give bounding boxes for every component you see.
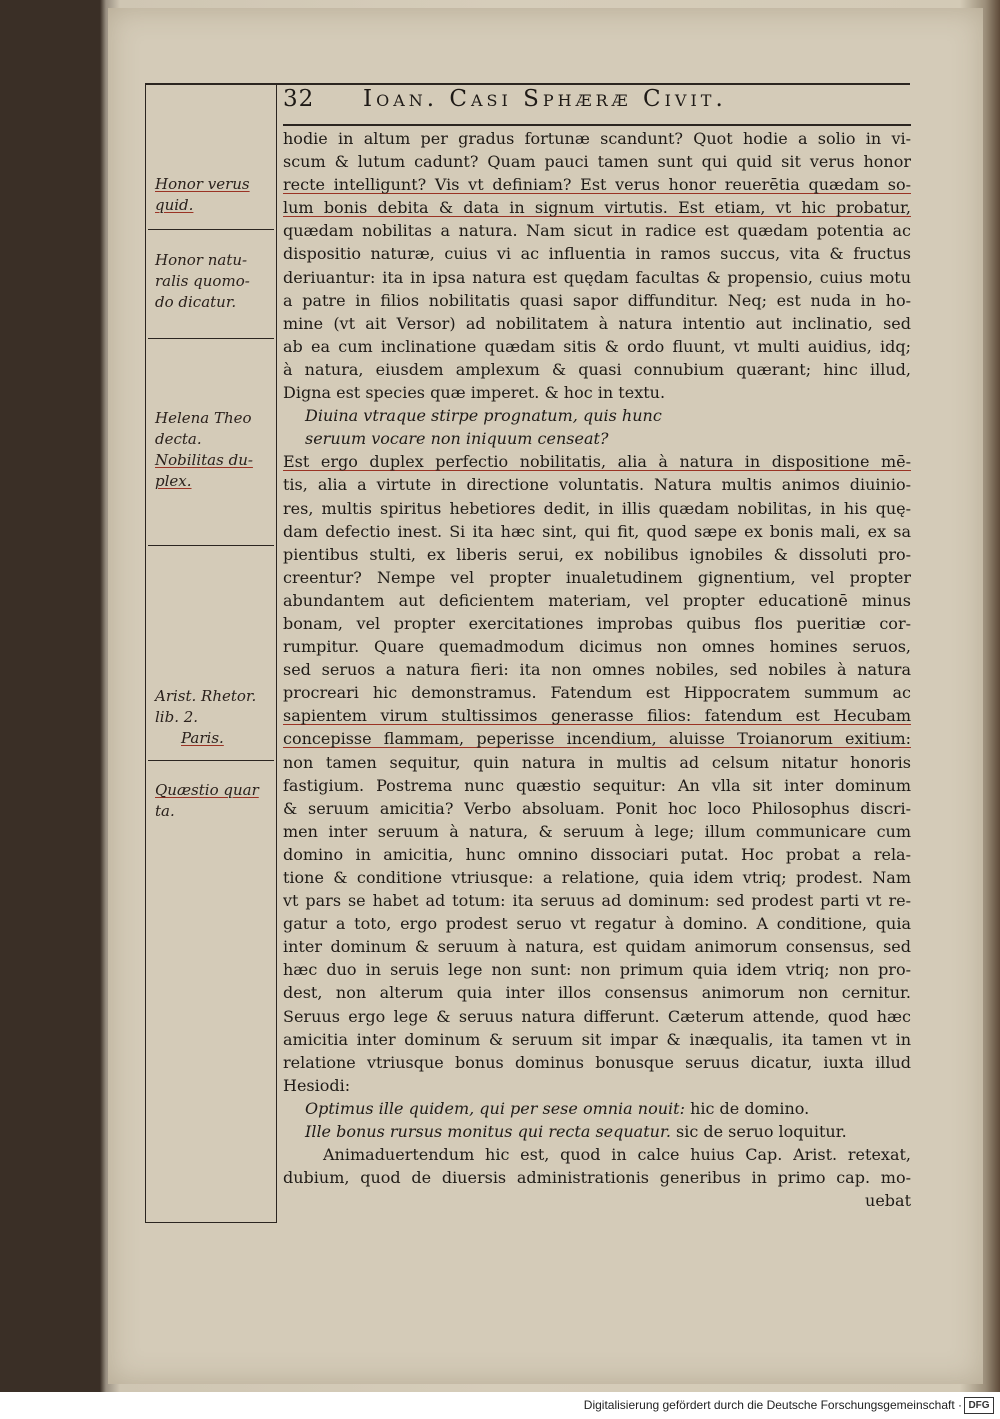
text-line: lum bonis debita & data in signum virtutis. Est etiam, vt hic probatur, bbox=[283, 198, 911, 218]
margin-note bbox=[155, 780, 273, 822]
margin-note-line: ralis quomo- bbox=[155, 272, 250, 290]
margin-rule-left bbox=[145, 83, 146, 1223]
margin-note bbox=[155, 174, 273, 216]
margin-note-line: Paris. bbox=[181, 729, 224, 747]
text-line: à natura, eiusdem amplexum & quasi connubium quærant; hinc illud, bbox=[283, 359, 911, 379]
text-line: & seruum amicitia? Verbo absoluam. Ponit hoc loco Philosophus discri- bbox=[283, 798, 911, 818]
margin-note-line: Nobilitas du- bbox=[155, 451, 253, 469]
text-line: pientibus stulti, ex liberis serui, ex nobilibus ignobiles & dissoluti pro- bbox=[283, 544, 911, 564]
text-line: domino in amicitia, hunc omnino dissociari putat. Hoc probat a rela- bbox=[283, 844, 911, 864]
quote-italic: Ille bonus rursus monitus qui recta sequatur. bbox=[305, 1122, 671, 1142]
main-text-column bbox=[283, 127, 911, 1212]
margin-note bbox=[155, 686, 273, 749]
text-line: Animaduertendum hic est, quod in calce huius Cap. Arist. retexat, bbox=[323, 1145, 911, 1165]
text-line: hæc duo in seruis lege non sunt: non primum quia idem vtriq; non pro- bbox=[283, 960, 911, 980]
text-line: tione & conditione vtriusque: a relatione, quia idem vtriq; prodest. Nam bbox=[283, 868, 911, 887]
text-line: inter dominum & seruum à natura, est quidam animorum consensus, sed bbox=[283, 937, 911, 957]
margin-note bbox=[155, 408, 273, 492]
margin-note-line: Honor verus bbox=[155, 175, 250, 193]
margin-note-line: Honor natu- bbox=[155, 251, 248, 269]
gloss-separator bbox=[148, 338, 274, 339]
text-line: men inter seruum à natura, & seruum à lege; illum communicare cum bbox=[283, 821, 911, 841]
margin-note-line: decta. bbox=[155, 430, 202, 448]
digitization-footer bbox=[0, 1392, 1000, 1419]
quote-line bbox=[283, 1120, 911, 1143]
quote-italic: Optimus ille quidem, qui per sese omnia nouit: bbox=[305, 1098, 685, 1118]
quote-line bbox=[283, 1097, 911, 1120]
catchword: uebat bbox=[865, 1191, 911, 1211]
funding-notice: Digitalisierung gefördert durch die Deutsche Forschungsgemeinschaft · bbox=[583, 1398, 962, 1412]
text-line: non tamen sequitur, quin natura in multis ad celsum nitatur honoris bbox=[283, 752, 911, 772]
text-line: tis, alia a virtute in directione voluntatis. Natura multis animos diuinio- bbox=[283, 475, 911, 495]
margin-note-line: ta. bbox=[155, 802, 175, 820]
gloss-separator bbox=[148, 229, 274, 230]
text-line: rumpitur. Quare quemadmodum dicimus non omnes homines seruos, bbox=[283, 637, 911, 657]
header-rule-top bbox=[145, 83, 910, 85]
text-line: concepisse flammam, peperisse incendium, aluisse Troianorum exitium: bbox=[283, 729, 911, 749]
text-line: dispositio naturæ, cuius vi ac influentia in ramos succus, vita & fructus bbox=[283, 244, 911, 264]
text-line: fastigium. Postrema nunc quæstio sequitur: An vlla sit inter dominum bbox=[283, 775, 911, 795]
running-header bbox=[283, 86, 911, 116]
margin-note-line: lib. 2. bbox=[155, 708, 199, 726]
text-line: sed seruos a natura fieri: ita non omnes nobiles, sed nobiles à natura bbox=[283, 660, 911, 680]
text-line: dest, non alterum quia inter illos consensus animorum non cernitur. bbox=[283, 983, 911, 1003]
margin-note-line: quid. bbox=[155, 196, 194, 214]
text-line: dam defectio inest. Si ita hæc sint, qui fit, quod sæpe ex bonis mali, ex sa bbox=[283, 521, 911, 541]
header-rule-bottom bbox=[283, 124, 911, 126]
margin-rule-bottom bbox=[145, 1222, 277, 1223]
text-line: deriuantur: ita in ipsa natura est quędam facultas & propensio, cuius motu bbox=[283, 267, 911, 287]
quote-roman: hic de domino. bbox=[684, 1098, 810, 1118]
text-line: scum & lutum cadunt? Quam pauci tamen sunt qui quid sit verus honor bbox=[283, 152, 911, 172]
text-line: Est ergo duplex perfectio nobilitatis, alia à natura in dispositione mē- bbox=[283, 452, 911, 472]
text-line: amicitia inter dominum & seruum sit impar & inæqualis, ita tamen vt in bbox=[283, 1029, 911, 1049]
verse-line: seruum vocare non iniquum censeat? bbox=[305, 429, 609, 449]
text-line: bonam, vel propter exercitationes improbas quibus flos pueritiæ cor- bbox=[283, 613, 911, 633]
text-line: res, multis spiritus hebetiores dedit, in illis quædam nobilitas, in his quę- bbox=[283, 498, 911, 518]
text-line: vt pars se habet ad totum: ita seruus ad dominum: sed prodest parti vt re- bbox=[283, 891, 911, 911]
text-line: gatur a toto, ergo prodest seruo vt regatur à domino. A conditione, quia bbox=[283, 914, 911, 934]
gloss-separator bbox=[148, 545, 274, 546]
text-line: sapientem virum stultissimos generasse filios: fatendum est Hecubam bbox=[283, 706, 911, 726]
verse-line: Diuina vtraque stirpe prognatum, quis hunc bbox=[305, 406, 662, 426]
quote-roman: sic de seruo loquitur. bbox=[670, 1122, 847, 1142]
text-line: Seruus ergo lege & seruus natura differunt. Cæterum attende, quod hæc bbox=[283, 1006, 911, 1026]
margin-note-line: plex. bbox=[155, 472, 192, 490]
text-line: abundantem aut deficientem materiam, vel propter educationē minus bbox=[283, 590, 911, 610]
text-line: dubium, quod de diuersis administrationis generibus in primo cap. mo- bbox=[283, 1168, 911, 1188]
running-title: Ioan. Casi Sphæræ Civit. bbox=[363, 86, 727, 112]
gloss-separator bbox=[148, 760, 274, 761]
margin-note bbox=[155, 250, 273, 313]
text-line: quædam nobilitas a natura. Nam sicut in radice est quædam potentia ac bbox=[283, 221, 911, 241]
margin-note-line: do dicatur. bbox=[155, 293, 237, 311]
text-line: recte intelligunt? Vis vt definiam? Est verus honor reuerētia quædam so- bbox=[283, 175, 911, 195]
margin-note-line: Helena Theo bbox=[155, 409, 252, 427]
text-line: hodie in altum per gradus fortunæ scandunt? Quot hodie a solio in vi- bbox=[283, 129, 911, 148]
margin-note-line: Quæstio quar bbox=[155, 781, 259, 799]
text-line: procreari hic demonstramus. Fatendum est Hippocratem summum ac bbox=[283, 683, 911, 703]
text-line: a patre in filios nobilitatis quasi sapor diffunditur. Neq; est nuda in ho- bbox=[283, 290, 911, 310]
text-line: Digna est species quæ imperet. & hoc in textu. bbox=[283, 383, 666, 403]
text-line: Hesiodi: bbox=[283, 1075, 351, 1095]
dfg-logo-icon: DFG bbox=[964, 1397, 994, 1414]
text-line: mine (vt ait Versor) ad nobilitatem à natura intentio aut inclinatio, sed bbox=[283, 313, 911, 333]
text-line: ab ea cum inclinatione quædam sitis & ordo fluunt, vt multi auidius, idq; bbox=[283, 336, 911, 356]
text-line: relatione vtriusque bonus dominus bonusque seruus dicatur, iuxta illud bbox=[283, 1052, 911, 1072]
column-divider-rule bbox=[276, 83, 277, 1223]
page-number: 32 bbox=[283, 86, 315, 112]
text-line: creentur? Nempe vel propter inualetudinem gignentium, vel propter bbox=[283, 567, 911, 587]
margin-note-line: Arist. Rhetor. bbox=[155, 687, 257, 705]
